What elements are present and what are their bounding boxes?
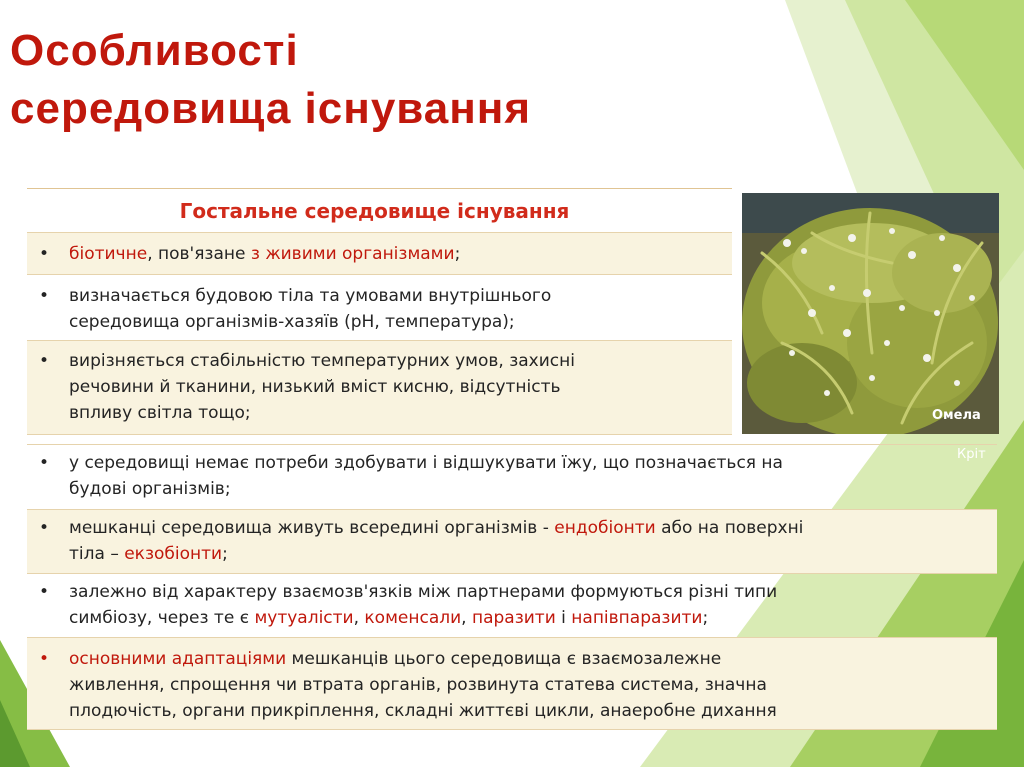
row-text-part: , bbox=[353, 608, 365, 628]
row-text-line: у середовищі немає потреби здобувати і відшукувати їжу, що позначається на bbox=[69, 453, 783, 473]
bullet-icon: • bbox=[39, 582, 50, 602]
row-text-part: мешканців цього середовища є взаємозалежне bbox=[286, 649, 722, 669]
row-text-part: ; bbox=[454, 244, 461, 264]
table-row bbox=[27, 574, 997, 638]
row-text-part: мешканці середовища живуть всередині організмів - bbox=[69, 518, 555, 538]
row-text-part: паразити bbox=[471, 608, 556, 628]
slide-title-line2: середовища існування bbox=[10, 84, 532, 133]
row-text-line bbox=[69, 605, 987, 631]
row-text-part: екзобіонти bbox=[124, 544, 223, 564]
table-row bbox=[27, 510, 997, 574]
row-text-part: з живими організмами bbox=[250, 244, 455, 264]
row-text-part: , пов'язане bbox=[147, 244, 251, 264]
row-text-part: ; bbox=[702, 608, 709, 628]
row-text-line: вирізняється стабільністю температурних умов, захисні bbox=[69, 351, 575, 371]
table-row bbox=[27, 444, 997, 510]
table-header-text: Гостальне середовище існування bbox=[179, 199, 570, 223]
row-text-line: будові організмів; bbox=[69, 479, 231, 499]
bullet-icon: • bbox=[39, 518, 50, 538]
table-row bbox=[27, 341, 732, 435]
slide-title-line1: Особливості bbox=[10, 26, 299, 75]
row-text-line: середовища організмів-хазяїв (pH, температура); bbox=[69, 312, 515, 332]
table-row bbox=[27, 275, 732, 341]
row-text-line: залежно від характеру взаємозв'язків між партнерами формуються різні типи bbox=[69, 582, 778, 602]
row-text-part: мутуалісти bbox=[254, 608, 354, 628]
row-text-line: впливу світла тощо; bbox=[69, 403, 251, 423]
row-text-line: плодючість, органи прикріплення, складні життєві цикли, анаеробне дихання bbox=[69, 701, 777, 721]
row-text-part: тіла – bbox=[69, 544, 125, 564]
table-header bbox=[27, 189, 732, 233]
bullet-icon: • bbox=[39, 453, 50, 473]
row-text-part: ; bbox=[222, 544, 228, 564]
row-text-part: або на поверхні bbox=[655, 518, 804, 538]
row-text-line: живлення, спрощення чи втрата органів, розвинута статева система, значна bbox=[69, 675, 767, 695]
bullet-icon: • bbox=[39, 351, 50, 371]
row-text-part: напівпаразити bbox=[571, 608, 703, 628]
table-row bbox=[27, 233, 732, 275]
row-text-part: основними адаптаціями bbox=[69, 649, 287, 669]
row-text-part: , bbox=[461, 608, 472, 628]
row-text-part: ендобіонти bbox=[554, 518, 656, 538]
row-text-line: визначається будовою тіла та умовами внутрішнього bbox=[69, 286, 552, 306]
photo-credit: Кріт bbox=[957, 447, 986, 462]
table-row bbox=[27, 638, 997, 730]
row-text-part: біотичне bbox=[69, 244, 148, 264]
photo-caption: Омела bbox=[932, 408, 981, 423]
row-text-part: і bbox=[555, 608, 572, 628]
bullet-icon: • bbox=[39, 649, 50, 669]
bullet-icon: • bbox=[39, 244, 50, 264]
row-text-part: симбіозу, через те є bbox=[69, 608, 255, 628]
slide-title bbox=[10, 22, 531, 138]
bullet-icon: • bbox=[39, 286, 50, 306]
row-text-line bbox=[69, 515, 987, 541]
row-text-line bbox=[69, 541, 987, 567]
row-text-line: речовини й тканини, низький вміст кисню, відсутність bbox=[69, 377, 561, 397]
row-text-line bbox=[69, 646, 987, 672]
mistletoe-image bbox=[742, 193, 999, 434]
mistletoe-photo bbox=[742, 193, 999, 434]
row-text-part: коменсали bbox=[364, 608, 462, 628]
